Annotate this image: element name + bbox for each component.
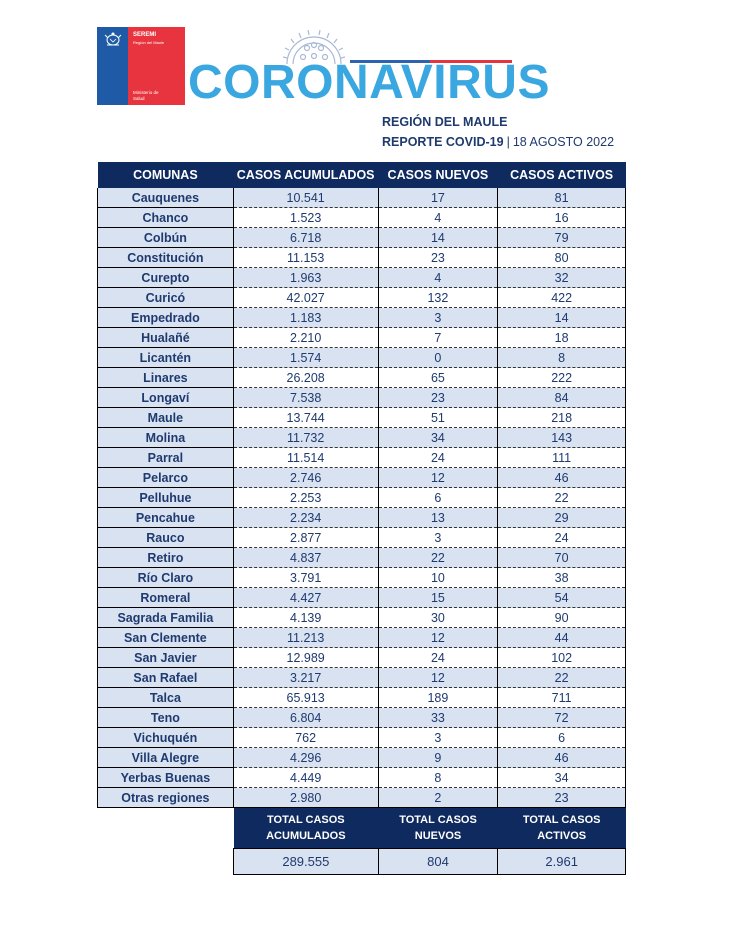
table-row <box>98 208 626 228</box>
cell-comuna: Maule <box>98 408 234 428</box>
cell-casos-activos: 80 <box>498 248 626 268</box>
table-row <box>98 288 626 308</box>
cell-comuna: Cauquenes <box>98 188 234 208</box>
report-label: REPORTE COVID-19 <box>382 135 504 149</box>
cell-casos-nuevos: 132 <box>378 288 498 308</box>
cell-casos-nuevos: 22 <box>378 548 498 568</box>
total-acumulados-header <box>234 808 379 849</box>
cell-casos-acumulados: 1.574 <box>233 348 378 368</box>
table-row <box>98 348 626 368</box>
table-header-row <box>98 162 626 188</box>
cell-casos-acumulados: 2.234 <box>233 508 378 528</box>
cell-casos-acumulados: 4.449 <box>233 768 378 788</box>
cell-casos-acumulados: 26.208 <box>233 368 378 388</box>
total-nuevos-header <box>378 808 498 849</box>
total-activos-header <box>498 808 626 849</box>
chile-government-crest-icon <box>102 31 124 47</box>
cell-comuna: Teno <box>98 708 234 728</box>
cell-casos-acumulados: 11.732 <box>233 428 378 448</box>
cell-comuna: Curicó <box>98 288 234 308</box>
page-title: CORONAVIRUS <box>188 56 550 109</box>
table-row <box>98 508 626 528</box>
cell-casos-nuevos: 3 <box>378 528 498 548</box>
cell-casos-activos: 84 <box>498 388 626 408</box>
column-header-casos-nuevos: CASOS NUEVOS <box>378 162 498 188</box>
seremi-logo <box>97 27 185 105</box>
report-date: 18 AGOSTO 2022 <box>512 135 615 149</box>
totals-value-row <box>234 849 626 875</box>
cell-casos-activos: 81 <box>498 188 626 208</box>
cell-casos-acumulados: 6.804 <box>233 708 378 728</box>
cell-comuna: Constitución <box>98 248 234 268</box>
cell-comuna: Yerbas Buenas <box>98 768 234 788</box>
cell-casos-nuevos: 15 <box>378 588 498 608</box>
cell-casos-nuevos: 34 <box>378 428 498 448</box>
table-row <box>98 248 626 268</box>
cell-casos-activos: 18 <box>498 328 626 348</box>
table-row <box>98 648 626 668</box>
cell-casos-nuevos: 33 <box>378 708 498 728</box>
totals-table <box>233 808 626 875</box>
cell-casos-nuevos: 3 <box>378 308 498 328</box>
cell-casos-nuevos: 12 <box>378 628 498 648</box>
total-activos-value: 2.961 <box>498 849 626 875</box>
cell-casos-nuevos: 0 <box>378 348 498 368</box>
total-acumulados-value: 289.555 <box>234 849 379 875</box>
column-header-casos-activos: CASOS ACTIVOS <box>498 162 626 188</box>
table-row <box>98 768 626 788</box>
report-line <box>382 135 614 149</box>
table-row <box>98 728 626 748</box>
table-row <box>98 408 626 428</box>
cell-casos-nuevos: 12 <box>378 468 498 488</box>
cell-comuna: Vichuquén <box>98 728 234 748</box>
cell-casos-acumulados: 7.538 <box>233 388 378 408</box>
cell-casos-activos: 54 <box>498 588 626 608</box>
cell-casos-acumulados: 4.296 <box>233 748 378 768</box>
cell-casos-activos: 14 <box>498 308 626 328</box>
cell-casos-activos: 16 <box>498 208 626 228</box>
table-row <box>98 268 626 288</box>
table-row <box>98 668 626 688</box>
cell-casos-activos: 24 <box>498 528 626 548</box>
table-row <box>98 448 626 468</box>
cell-casos-activos: 44 <box>498 628 626 648</box>
cell-comuna: Parral <box>98 448 234 468</box>
table-row <box>98 748 626 768</box>
cell-casos-nuevos: 24 <box>378 648 498 668</box>
column-header-comunas: COMUNAS <box>98 162 234 188</box>
cell-casos-activos: 218 <box>498 408 626 428</box>
cell-casos-activos: 23 <box>498 788 626 808</box>
total-acumulados-header-line1: TOTAL CASOS <box>267 814 345 826</box>
table-row <box>98 188 626 208</box>
total-nuevos-header-line1: TOTAL CASOS <box>399 814 477 826</box>
cell-comuna: Río Claro <box>98 568 234 588</box>
cell-comuna: Retiro <box>98 548 234 568</box>
cell-casos-acumulados: 2.253 <box>233 488 378 508</box>
table-row <box>98 708 626 728</box>
table-row <box>98 488 626 508</box>
cell-comuna: Hualañé <box>98 328 234 348</box>
report-separator: | <box>506 135 510 149</box>
cell-casos-activos: 79 <box>498 228 626 248</box>
cell-casos-nuevos: 4 <box>378 268 498 288</box>
cell-comuna: Linares <box>98 368 234 388</box>
cell-casos-activos: 90 <box>498 608 626 628</box>
table-row <box>98 608 626 628</box>
cell-comuna: Colbún <box>98 228 234 248</box>
cell-comuna: Curepto <box>98 268 234 288</box>
total-acumulados-header-line2: ACUMULADOS <box>266 830 346 842</box>
cell-casos-activos: 102 <box>498 648 626 668</box>
cell-casos-activos: 70 <box>498 548 626 568</box>
cell-comuna: Licantén <box>98 348 234 368</box>
cell-comuna: Sagrada Familia <box>98 608 234 628</box>
total-nuevos-header-line2: NUEVOS <box>414 830 462 842</box>
cell-comuna: Pelluhue <box>98 488 234 508</box>
cell-comuna: Pencahue <box>98 508 234 528</box>
cell-casos-nuevos: 189 <box>378 688 498 708</box>
covid-cases-table <box>97 162 626 808</box>
cell-comuna: Romeral <box>98 588 234 608</box>
cell-casos-acumulados: 1.183 <box>233 308 378 328</box>
cell-casos-activos: 6 <box>498 728 626 748</box>
cell-casos-acumulados: 3.791 <box>233 568 378 588</box>
logo-red-panel <box>128 27 185 105</box>
logo-ministry-line1: Ministerio de <box>133 90 159 95</box>
cell-casos-acumulados: 2.980 <box>233 788 378 808</box>
totals-header-row <box>234 808 626 849</box>
cell-casos-nuevos: 13 <box>378 508 498 528</box>
cell-casos-activos: 143 <box>498 428 626 448</box>
cell-casos-acumulados: 65.913 <box>233 688 378 708</box>
cell-comuna: Otras regiones <box>98 788 234 808</box>
cell-casos-acumulados: 762 <box>233 728 378 748</box>
table-row <box>98 688 626 708</box>
cell-casos-acumulados: 12.989 <box>233 648 378 668</box>
cell-casos-activos: 29 <box>498 508 626 528</box>
cell-comuna: San Javier <box>98 648 234 668</box>
cell-casos-acumulados: 11.514 <box>233 448 378 468</box>
cell-casos-activos: 111 <box>498 448 626 468</box>
cell-casos-activos: 22 <box>498 668 626 688</box>
cell-casos-activos: 46 <box>498 748 626 768</box>
table-row <box>98 328 626 348</box>
cell-casos-acumulados: 4.139 <box>233 608 378 628</box>
cell-casos-activos: 8 <box>498 348 626 368</box>
table-row <box>98 368 626 388</box>
table-row <box>98 428 626 448</box>
cell-casos-acumulados: 6.718 <box>233 228 378 248</box>
cell-casos-nuevos: 8 <box>378 768 498 788</box>
cell-comuna: Molina <box>98 428 234 448</box>
cell-casos-nuevos: 10 <box>378 568 498 588</box>
cell-casos-acumulados: 42.027 <box>233 288 378 308</box>
cell-casos-acumulados: 2.877 <box>233 528 378 548</box>
cell-casos-nuevos: 14 <box>378 228 498 248</box>
region-label: REGIÓN DEL MAULE <box>382 115 508 129</box>
table-row <box>98 308 626 328</box>
cell-casos-acumulados: 4.837 <box>233 548 378 568</box>
cell-casos-acumulados: 2.210 <box>233 328 378 348</box>
cell-comuna: Villa Alegre <box>98 748 234 768</box>
cell-casos-acumulados: 11.153 <box>233 248 378 268</box>
cell-casos-nuevos: 3 <box>378 728 498 748</box>
table-row <box>98 628 626 648</box>
cell-comuna: Rauco <box>98 528 234 548</box>
cell-casos-nuevos: 23 <box>378 388 498 408</box>
table-row <box>98 568 626 588</box>
cell-comuna: Talca <box>98 688 234 708</box>
cell-comuna: San Clemente <box>98 628 234 648</box>
cell-comuna: Pelarco <box>98 468 234 488</box>
cell-casos-nuevos: 30 <box>378 608 498 628</box>
cell-casos-acumulados: 3.217 <box>233 668 378 688</box>
total-nuevos-value: 804 <box>378 849 498 875</box>
table-row <box>98 528 626 548</box>
cell-casos-nuevos: 65 <box>378 368 498 388</box>
table-row <box>98 228 626 248</box>
table-row <box>98 468 626 488</box>
cell-casos-nuevos: 9 <box>378 748 498 768</box>
cell-casos-activos: 711 <box>498 688 626 708</box>
cell-comuna: Chanco <box>98 208 234 228</box>
cell-comuna: Empedrado <box>98 308 234 328</box>
cell-casos-nuevos: 6 <box>378 488 498 508</box>
cell-casos-nuevos: 51 <box>378 408 498 428</box>
table-row <box>98 548 626 568</box>
cell-casos-nuevos: 17 <box>378 188 498 208</box>
cell-casos-nuevos: 24 <box>378 448 498 468</box>
logo-region-text: Región del Maule <box>133 40 165 45</box>
cell-casos-activos: 72 <box>498 708 626 728</box>
cell-casos-nuevos: 2 <box>378 788 498 808</box>
cell-casos-nuevos: 12 <box>378 668 498 688</box>
cell-comuna: Longaví <box>98 388 234 408</box>
logo-blue-panel <box>97 27 128 105</box>
cell-casos-nuevos: 7 <box>378 328 498 348</box>
cell-casos-acumulados: 13.744 <box>233 408 378 428</box>
cell-casos-acumulados: 4.427 <box>233 588 378 608</box>
total-activos-header-line2: ACTIVOS <box>537 830 587 842</box>
cell-casos-activos: 32 <box>498 268 626 288</box>
cell-casos-activos: 34 <box>498 768 626 788</box>
logo-ministry-text <box>133 90 159 102</box>
cell-casos-nuevos: 4 <box>378 208 498 228</box>
cell-casos-activos: 46 <box>498 468 626 488</box>
cell-casos-acumulados: 2.746 <box>233 468 378 488</box>
logo-seremi-text: SEREMI <box>133 32 157 38</box>
cell-casos-activos: 38 <box>498 568 626 588</box>
cell-casos-activos: 422 <box>498 288 626 308</box>
cell-casos-acumulados: 1.963 <box>233 268 378 288</box>
cell-comuna: San Rafael <box>98 668 234 688</box>
cell-casos-nuevos: 23 <box>378 248 498 268</box>
table-row <box>98 388 626 408</box>
cell-casos-acumulados: 10.541 <box>233 188 378 208</box>
table-row <box>98 788 626 808</box>
cell-casos-activos: 22 <box>498 488 626 508</box>
cell-casos-activos: 222 <box>498 368 626 388</box>
cell-casos-acumulados: 11.213 <box>233 628 378 648</box>
cell-casos-acumulados: 1.523 <box>233 208 378 228</box>
column-header-casos-acumulados: CASOS ACUMULADOS <box>233 162 378 188</box>
logo-ministry-line2: Salud <box>133 96 145 101</box>
table-row <box>98 588 626 608</box>
total-activos-header-line1: TOTAL CASOS <box>522 814 601 826</box>
